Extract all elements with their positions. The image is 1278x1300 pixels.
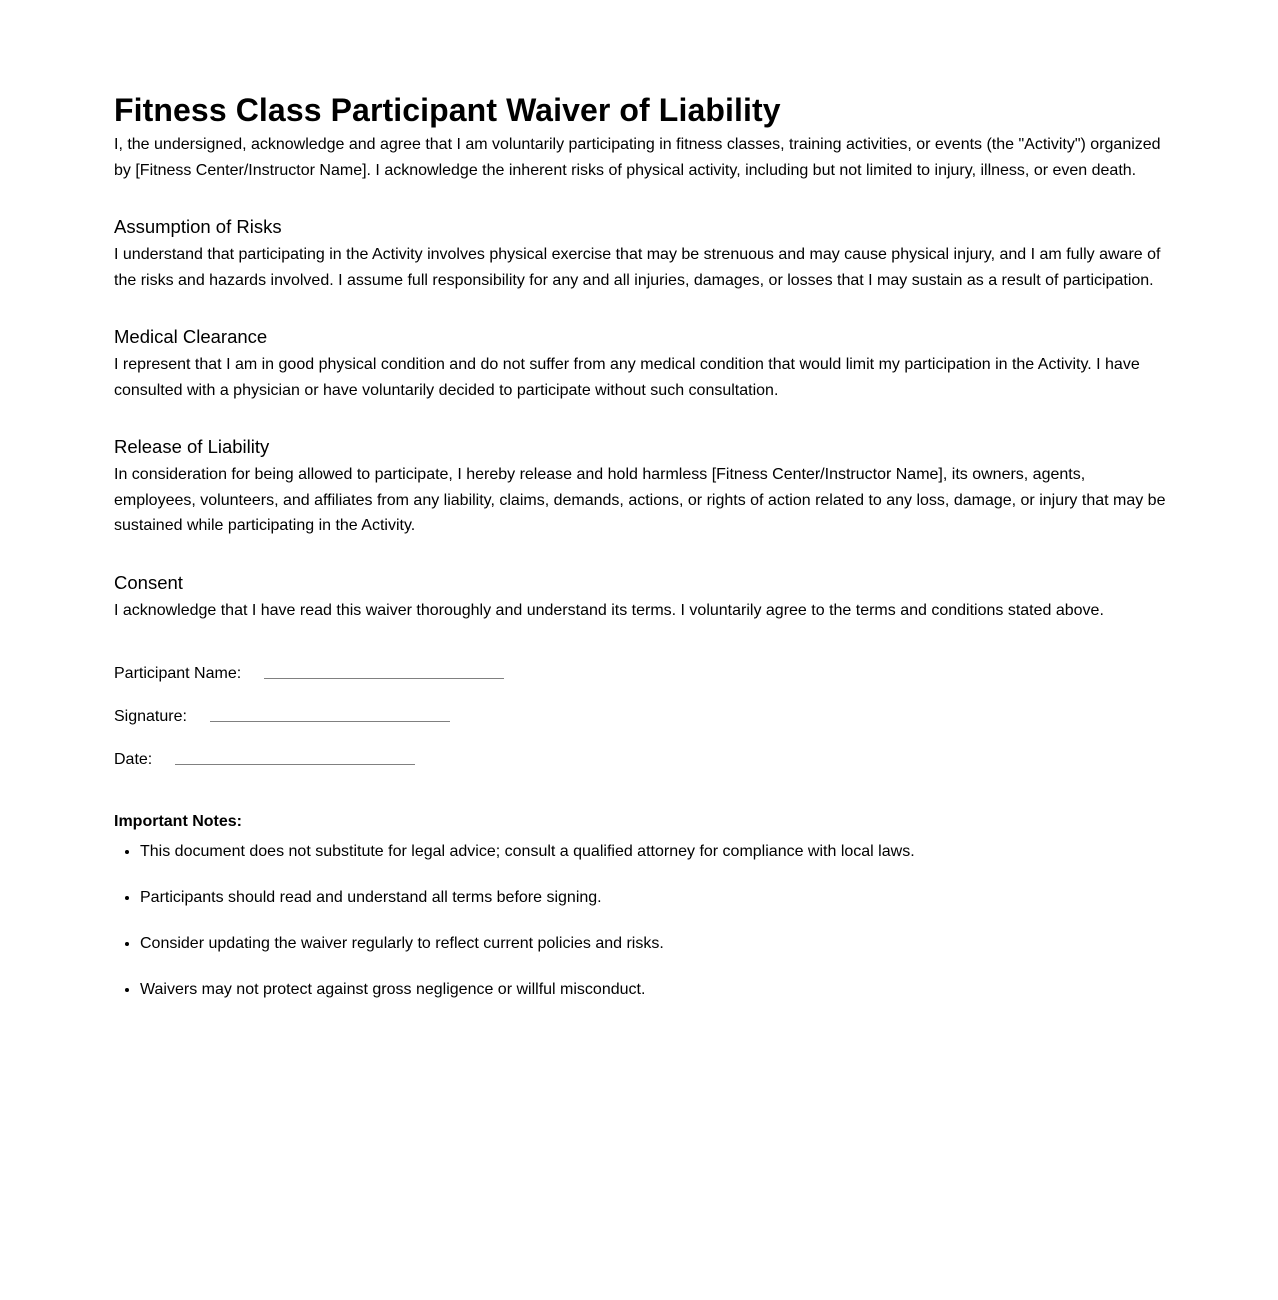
- section-heading: Assumption of Risks: [114, 216, 282, 237]
- section-body: I understand that participating in the Activity involves physical exercise that may be strenuous and may cause physical injury, and I am fully aware of the risks and hazards involved. I assume full responsibility for any and all injuries, damages, or losses that I may sustain as a result of participation.: [114, 246, 1161, 289]
- list-item: • Participants should read and understand all terms before signing.: [140, 888, 1166, 908]
- section-consent: [114, 568, 1166, 624]
- list-item: • Consider updating the waiver regularly to reflect current policies and risks.: [140, 934, 1166, 954]
- participant-name-label: Participant Name:: [114, 665, 242, 682]
- notes-title: Important Notes:: [114, 813, 242, 830]
- participant-name-row: [114, 664, 1166, 707]
- participant-name-line[interactable]: [264, 664, 504, 679]
- section-body: I represent that I am in good physical condition and do not suffer from any medical condition that would limit my participation in the Activity. I have consulted with a physician or have voluntarily decided to participate without such consultation.: [114, 356, 1140, 399]
- section-body: I acknowledge that I have read this waiver thoroughly and understand its terms. I voluntarily agree to the terms and conditions stated above.: [114, 601, 1104, 619]
- signature-label: Signature:: [114, 708, 187, 725]
- waiver-document: [114, 88, 1166, 1026]
- section-heading: Consent: [114, 571, 183, 593]
- date-line[interactable]: [175, 750, 415, 765]
- list-item: • This document does not substitute for legal advice; consult a qualified attorney for compliance with local laws.: [140, 842, 1166, 862]
- notes-list: [114, 842, 1166, 1000]
- signature-row: [114, 707, 1166, 750]
- signature-line[interactable]: [210, 707, 450, 722]
- date-row: [114, 750, 1166, 793]
- section-heading: Medical Clearance: [114, 326, 268, 347]
- list-item: • Waivers may not protect against gross negligence or willful misconduct.: [140, 980, 1166, 1000]
- section-release-of-liability: [114, 432, 1166, 539]
- signature-block: [114, 664, 1166, 793]
- intro-paragraph: I, the undersigned, acknowledge and agree that I am voluntarily participating in fitness classes, training activities, or events (the "Activity") organized by [Fitness Center/Instructor Name]. I acknowledge the inherent risks of physical activity, including but not limited to injury, illness, or even death.: [114, 136, 1161, 179]
- document-title: Fitness Class Participant Waiver of Liability: [114, 92, 781, 128]
- section-medical-clearance: [114, 322, 1166, 403]
- section-heading: Release of Liability: [114, 436, 270, 457]
- section-body: In consideration for being allowed to participate, I hereby release and hold harmless [Fitness Center/Instructor Name], its owners, agents, employees, volunteers, and affiliates from any liability, claims, demands, actions, or rights of action related to any loss, damage, or injury that may be sustained while participating in the Activity.: [114, 466, 1166, 534]
- date-label: Date:: [114, 751, 153, 768]
- important-notes: [114, 812, 1166, 1000]
- section-assumption-of-risks: [114, 212, 1166, 293]
